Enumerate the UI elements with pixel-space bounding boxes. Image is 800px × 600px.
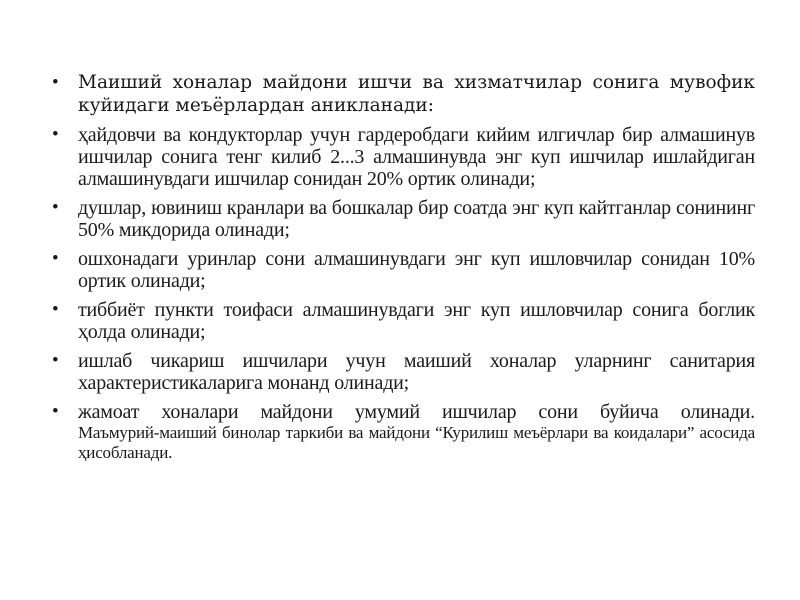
bullet-item-intro <box>47 71 755 117</box>
bullet-marker: • <box>52 72 59 93</box>
bullet-marker: • <box>52 350 59 371</box>
bullet-item-wardrobe-hooks <box>47 124 755 190</box>
bullet-text <box>78 401 755 463</box>
bullet-item-production-workers <box>47 350 755 394</box>
bullet-text: тиббиёт пункти тоифаси алмашинувдаги энг куп ишловчилар сонига боглик ҳолда олинади; <box>78 299 755 343</box>
bullet-marker: • <box>52 197 59 218</box>
bullet-marker: • <box>52 401 59 422</box>
bullet-note-text: Маъмурий-маиший бинолар таркиби ва майдони “Курилиш меъёрлари ва коидалари” асосида ҳисобланади. <box>78 423 755 462</box>
bullet-item-public-rooms <box>47 401 755 463</box>
bullet-text: душлар, ювиниш кранлари ва бошкалар бир соатда энг куп кайтганлар сонининг 50% микдорида олинади; <box>78 197 755 241</box>
bullet-list <box>47 71 755 463</box>
bullet-text: ошхонадаги уринлар сони алмашинувдаги энг куп ишловчилар сонидан 10% ортик олинади; <box>78 248 755 292</box>
bullet-text: ҳайдовчи ва кондукторлар учун гардеробдаги кийим илгичлар бир алмашинув ишчилар сонига тенг килиб 2...3 алмашинувда энг куп ишчилар ишлайдиган алмашинувдаги ишчилар сонидан 20% ортик олинади; <box>78 124 755 190</box>
bullet-item-medical-point <box>47 299 755 343</box>
bullet-text: ишлаб чикариш ишчилари учун маиший хоналар уларнинг санитария характеристикаларига монанд олинади; <box>78 350 755 394</box>
bullet-item-showers <box>47 197 755 241</box>
bullet-marker: • <box>52 299 59 320</box>
bullet-main-text: жамоат хоналари майдони умумий ишчилар сони буйича олинади. <box>78 401 755 423</box>
bullet-marker: • <box>52 124 59 145</box>
bullet-marker: • <box>52 248 59 269</box>
bullet-text: Маиший хоналар майдони ишчи ва хизматчилар сонига мувофик куйидаги меъёрлардан аникланади: <box>78 72 755 116</box>
bullet-item-canteen-seats <box>47 248 755 292</box>
